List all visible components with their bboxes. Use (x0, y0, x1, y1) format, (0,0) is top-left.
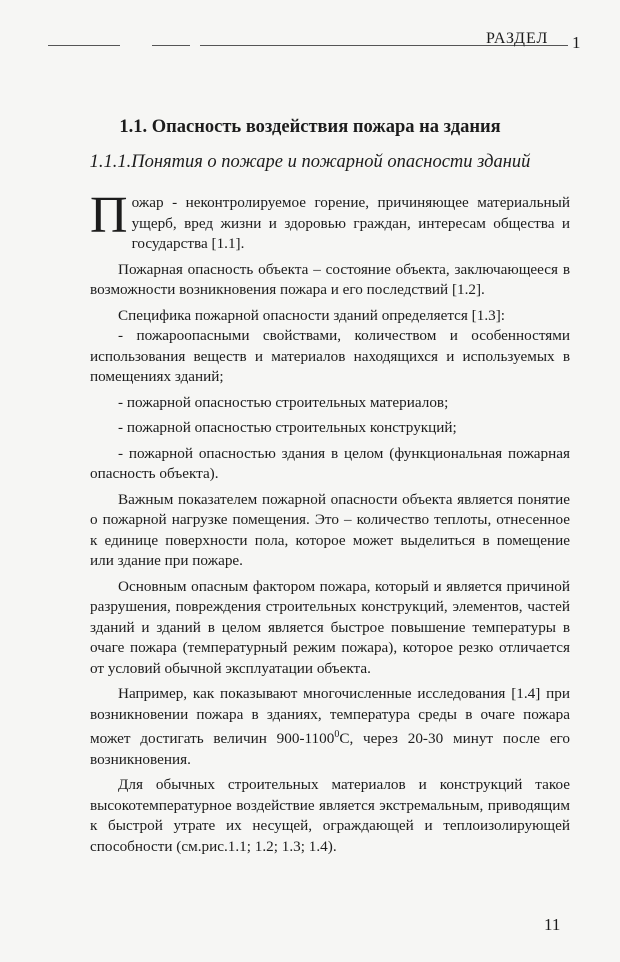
paragraph-7: Для обычных строительных материалов и конструкций такое высокотемпературное воздействие является экстремальным, приводящим к быстрой утрате их несущей, ограждающей и теплоизолирующей способности (см.рис.1.1; 1.2; 1.3; 1.4). (90, 776, 570, 855)
dropcap-letter: П (90, 187, 128, 244)
header-rule-1 (48, 45, 120, 46)
page-number: 11 (544, 915, 561, 934)
paragraph-2: Пожарная опасность объекта – состояние объекта, заключающееся в возможности возникновения пожара и его последствий [1.2]. (90, 260, 570, 298)
header-section-number: 1 (572, 33, 581, 52)
paragraph-6-text-b: С, через 20-30 минут после его возникновения. (90, 730, 570, 768)
subsection-title: 1.1.1.Понятия о пожаре и пожарной опасности зданий (89, 152, 531, 172)
body-text (90, 187, 570, 862)
paragraph-4: Важным показателем пожарной опасности объекта является понятие о пожарной нагрузке помещения. Это – количество теплоты, отнесенное к единице поверхности пола, которое может выделиться в помещение или здание при пожаре. (90, 490, 570, 569)
paragraph-6 (90, 684, 570, 770)
section-title: 1.1. Опасность воздействия пожара на здания (119, 117, 501, 137)
list-item: - пожарной опасностью строительных материалов; (118, 393, 449, 411)
degree-superscript: 0 (334, 729, 340, 740)
list-item: - пожарной опасностью строительных конструкций; (118, 419, 457, 436)
list-item: - пожароопасными свойствами, количеством и особенностями использования веществ и материалов находящихся и используемых в помещениях зданий; (90, 327, 570, 385)
hazard-list (90, 326, 570, 485)
header-section-label: РАЗДЕЛ (486, 30, 549, 47)
paragraph-5: Основным опасным фактором пожара, который и является причиной разрушения, повреждения строительных конструкций, элементов, частей зданий и зданий в целом является быстрое повышение температуры в очаге пожара (температурный режим пожара), которое резко отличается от условий обычной эксплуатации объекта. (90, 577, 570, 677)
paragraph-1 (90, 187, 570, 255)
header-rule-2 (152, 45, 190, 46)
list-item: - пожарной опасностью здания в целом (функциональная пожарная опасность объекта). (90, 444, 570, 482)
paragraph-3: Специфика пожарной опасности зданий определяется [1.3]: (118, 306, 505, 324)
paragraph-6-text-a: Например, как показывают многочисленные исследования [1.4] при возникновении пожара в зданиях, температура среды в очаге пожара может достигать величин 900-1100 (90, 685, 570, 748)
paragraph-1-text: ожар - неконтролируемое горение, причиняющее материальный ущерб, вред жизни и здоровью граждан, интересам общества и государства [1.1]. (131, 194, 570, 252)
